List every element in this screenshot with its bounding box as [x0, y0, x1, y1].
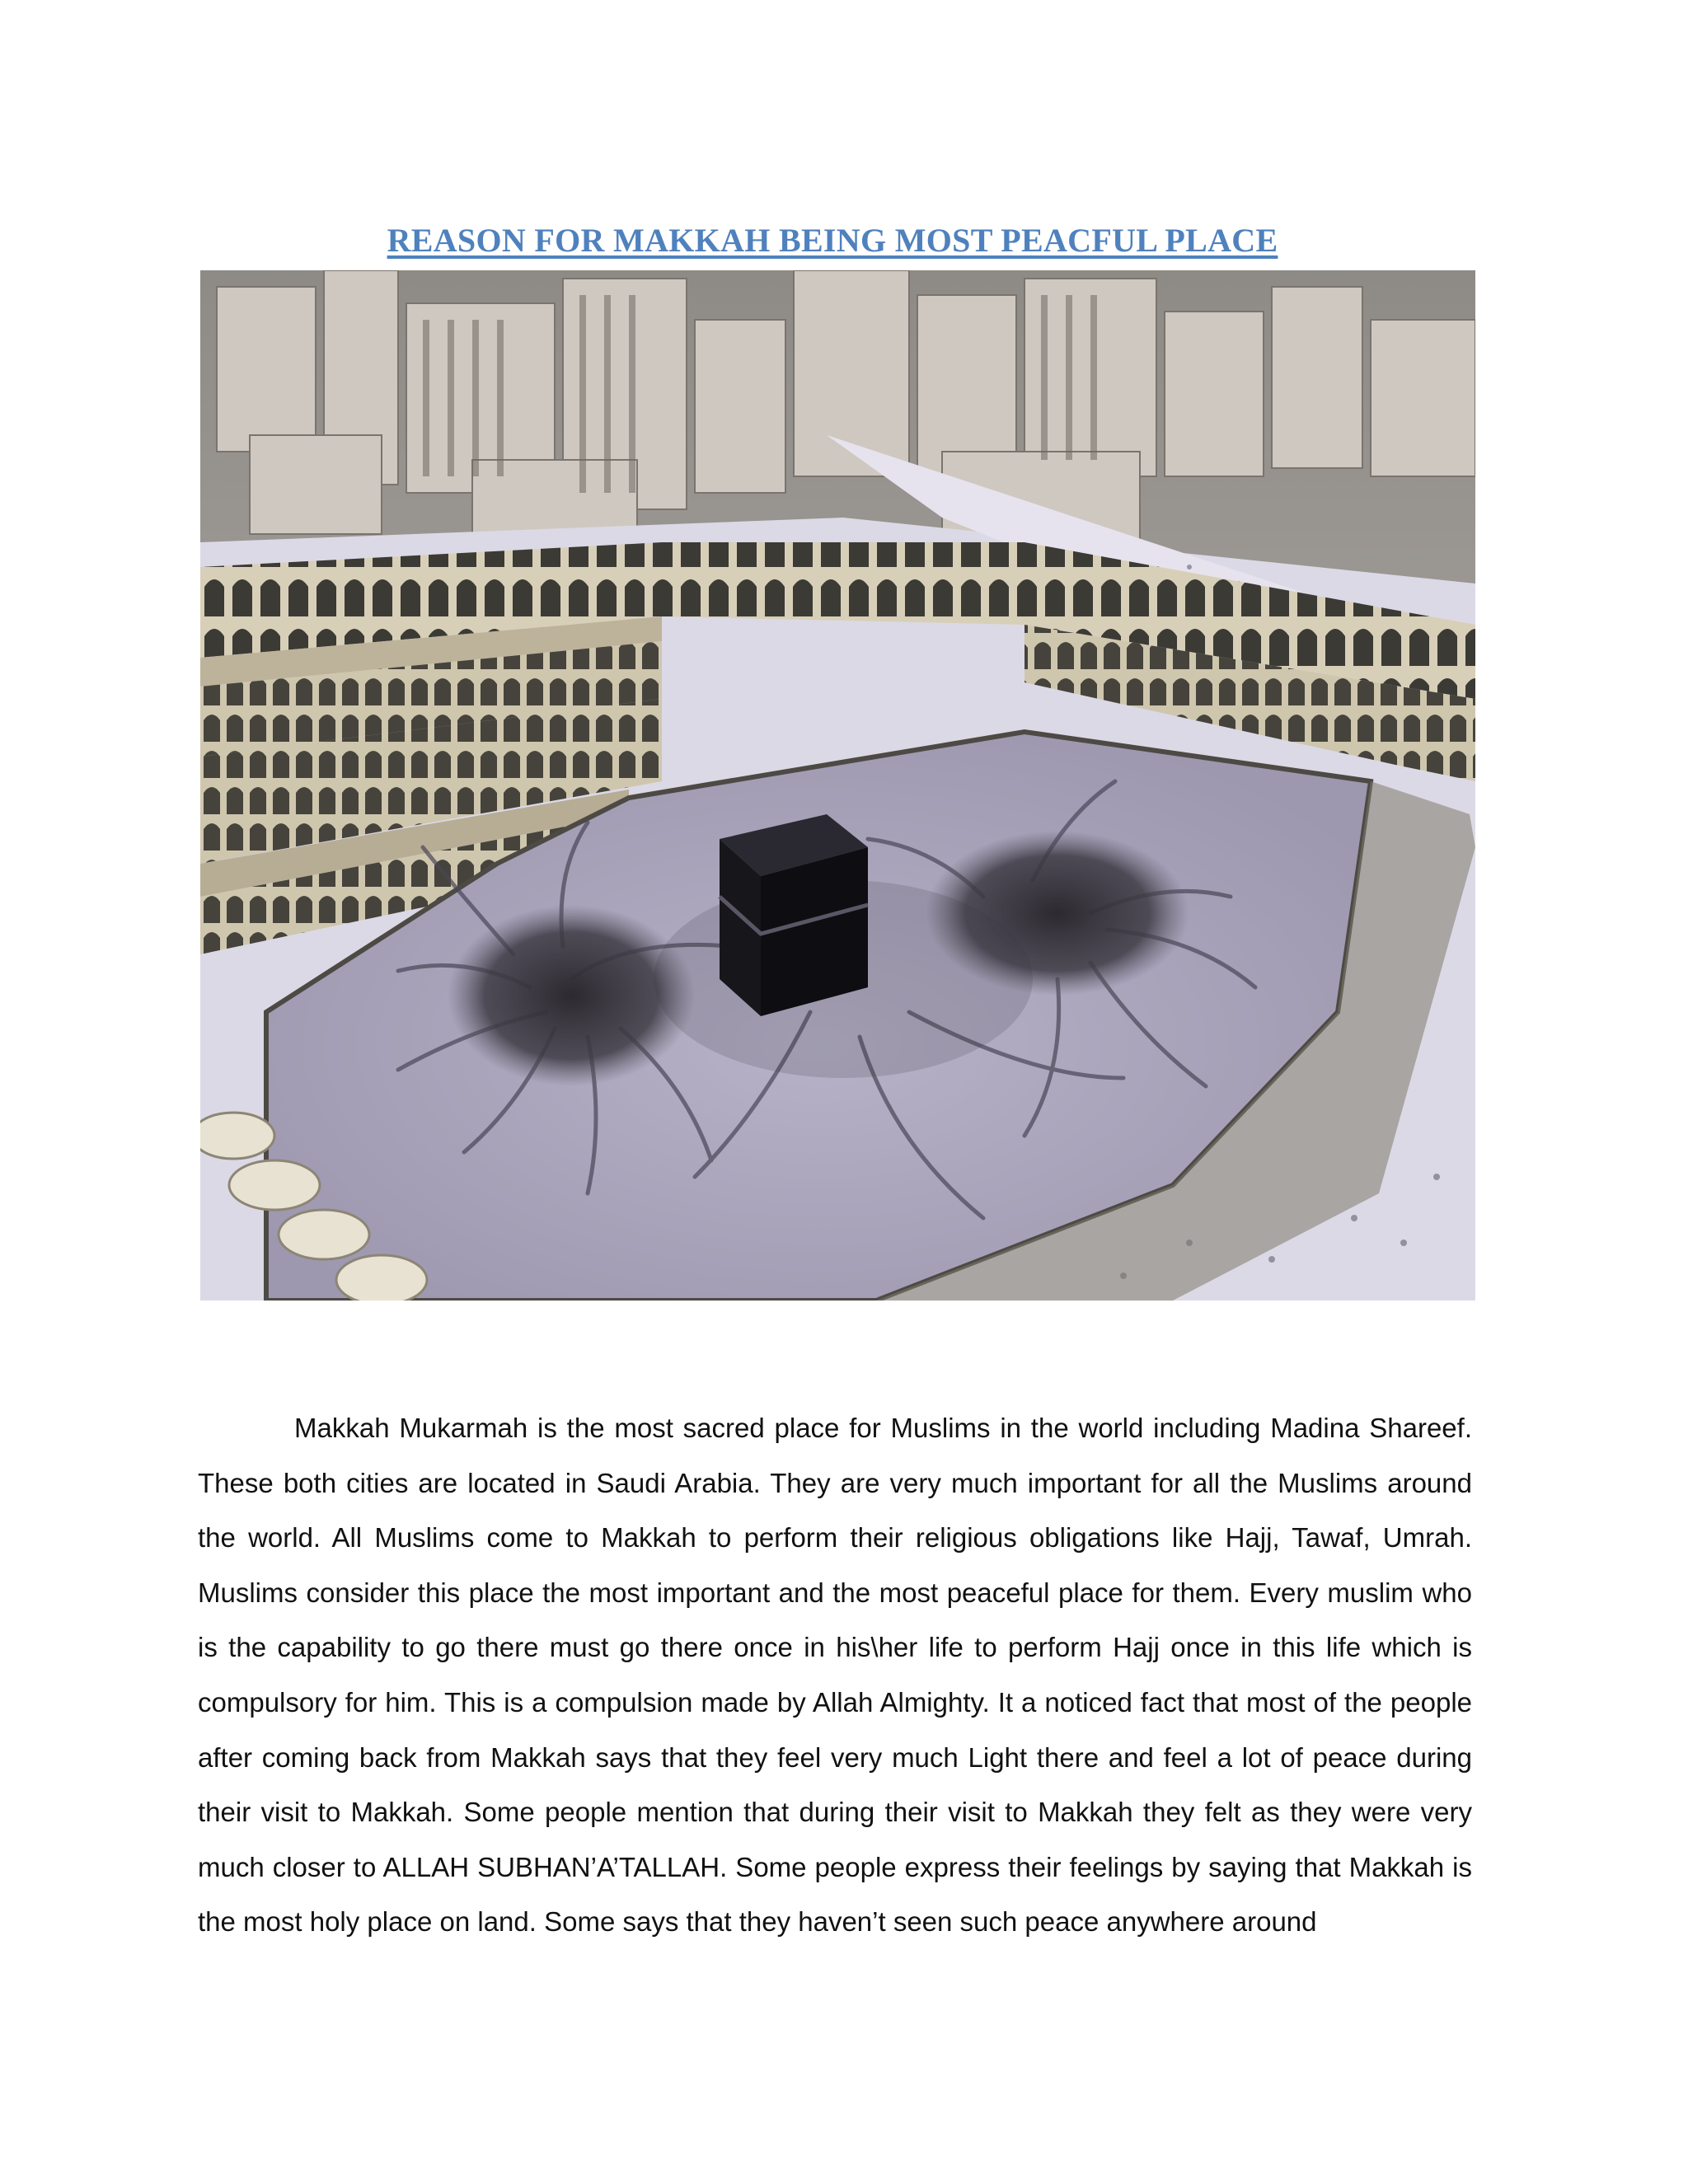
kaaba	[720, 814, 868, 1016]
document-title: REASON FOR MAKKAH BEING MOST PEACFUL PLACE	[387, 222, 1278, 259]
kaaba-photo	[200, 270, 1475, 1301]
body-paragraph: Makkah Mukarmah is the most sacred place for Muslims in the world including Madina Shareef. These both cities are located in Saudi Arabia. They are very much important for all the Muslims around the world. All Muslims come to Makkah to perform their religious obligations like Hajj, Tawaf, Umrah. Muslims consider this place the most important and the most peaceful place for them. Every muslim who is the capability to go there must go there once in his\her life to perform Hajj once in this life which is compulsory for him. This is a compulsion made by Allah Almighty. It a noticed fact that most of the people after coming back from Makkah says that they feel very much Light there and feel a lot of peace during their visit to Makkah. Some people mention that during their visit to Makkah they felt as they were very much closer to ALLAH SUBHAN’A’TALLAH. Some people express their feelings by saying that Makkah is the most holy place on land. Some says that they haven’t seen such peace anywhere around	[198, 1413, 1472, 1938]
kaaba-illustration	[200, 270, 1475, 1301]
